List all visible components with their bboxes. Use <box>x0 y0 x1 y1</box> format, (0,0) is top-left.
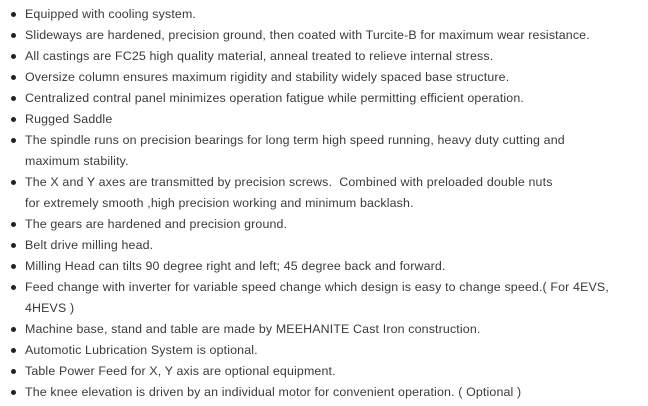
bullet-icon <box>11 390 16 395</box>
bullet-icon <box>11 264 16 269</box>
bullet-icon <box>11 180 16 185</box>
feature-text: Milling Head can tilts 90 degree right and left; 45 degree back and forward. <box>25 259 446 273</box>
feature-text-continuation: maximum stability. <box>25 154 129 168</box>
feature-text: The knee elevation is driven by an individual motor for convenient operation. ( Optional ) <box>25 385 522 399</box>
feature-item <box>0 88 640 109</box>
bullet-icon <box>11 75 16 80</box>
feature-text: Machine base, stand and table are made by MEEHANITE Cast Iron construction. <box>25 322 481 336</box>
feature-item <box>0 109 640 130</box>
feature-item <box>0 130 640 172</box>
feature-text: Feed change with inverter for variable speed change which design is easy to change speed.( For 4EVS, <box>25 280 609 294</box>
feature-text: Centralized contral panel minimizes operation fatigue while permitting efficient operation. <box>25 91 524 105</box>
bullet-icon <box>11 96 16 101</box>
feature-item <box>0 67 640 88</box>
bullet-icon <box>11 54 16 59</box>
feature-text: The gears are hardened and precision ground. <box>25 217 288 231</box>
feature-text: Rugged Saddle <box>25 112 113 126</box>
feature-text: Automotic Lubrication System is optional. <box>25 343 258 357</box>
feature-item <box>0 319 640 340</box>
feature-item <box>0 25 640 46</box>
feature-text: Equipped with cooling system. <box>25 7 197 21</box>
bullet-icon <box>11 138 16 143</box>
bullet-icon <box>11 285 16 290</box>
feature-text: Table Power Feed for X, Y axis are optional equipment. <box>25 364 336 378</box>
bullet-icon <box>11 33 16 38</box>
bullet-icon <box>11 348 16 353</box>
feature-text-continuation: 4HEVS ) <box>25 301 75 315</box>
bullet-icon <box>11 117 16 122</box>
feature-text: The spindle runs on precision bearings for long term high speed running, heavy duty cutting and <box>25 133 565 147</box>
feature-text-continuation: for extremely smooth ,high precision working and minimum backlash. <box>25 196 414 210</box>
feature-item <box>0 361 640 382</box>
feature-item <box>0 46 640 67</box>
feature-item <box>0 256 640 277</box>
feature-text: Belt drive milling head. <box>25 238 154 252</box>
feature-text: All castings are FC25 high quality material, anneal treated to relieve internal stress. <box>25 49 494 63</box>
feature-item <box>0 382 640 403</box>
feature-text: Slideways are hardened, precision ground, then coated with Turcite-B for maximum wear resistance. <box>25 28 590 42</box>
feature-list <box>0 4 640 403</box>
feature-item <box>0 340 640 361</box>
feature-text: Oversize column ensures maximum rigidity and stability widely spaced base structure. <box>25 70 510 84</box>
bullet-icon <box>11 222 16 227</box>
feature-item <box>0 214 640 235</box>
feature-text: The X and Y axes are transmitted by precision screws. Combined with preloaded double nuts <box>25 175 553 189</box>
feature-item <box>0 277 640 319</box>
feature-item <box>0 235 640 256</box>
bullet-icon <box>11 327 16 332</box>
feature-item <box>0 4 640 25</box>
bullet-icon <box>11 12 16 17</box>
bullet-icon <box>11 243 16 248</box>
bullet-icon <box>11 369 16 374</box>
feature-item <box>0 172 640 214</box>
